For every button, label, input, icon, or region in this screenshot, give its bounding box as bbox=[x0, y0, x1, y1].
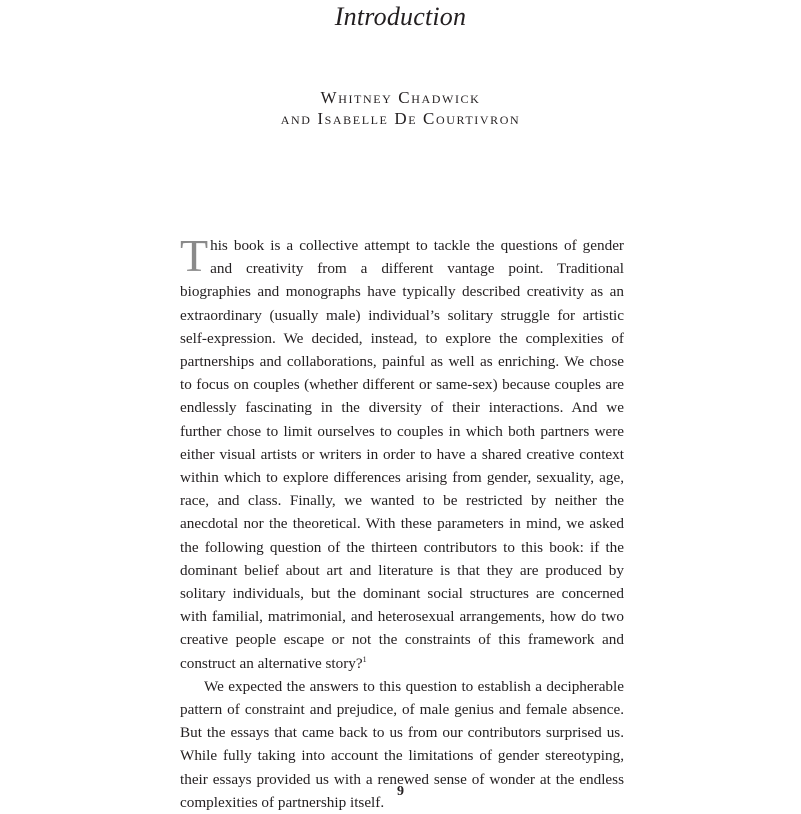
chapter-title: Introduction bbox=[334, 2, 467, 31]
author-line-1: Whitney Chadwick bbox=[320, 88, 481, 107]
drop-cap: T bbox=[180, 230, 209, 281]
paragraph-1-text: his book is a collective attempt to tackle the questions of gender and creativity from a different vantage point. Traditional biographies and monographs have typically described creativity as an extraordinary (usually male) individual’s solitary struggle for artistic self-expression. We decided, instead, to explore the complexities of partnerships and collaborations, painful as well as enriching. We chose to focus on couples (whether different or same-sex) because couples are endlessly fascinating in the diversity of their interactions. And we further chose to limit ourselves to couples in which both partners were either visual artists or writers in order to have a shared creative context within which to explore differences arising from gender, sexuality, age, race, and class. Finally, we wanted to be restricted by neither the anecdotal nor the theoretical. With these parameters in mind, we asked the following question of the thirteen contributors to this book: if the dominant belief about art and literature is that they are produced by solitary individuals, but the dominant social structures are concerned with familial, matrimonial, and heterosexual arrangements, how do two creative people escape or not the constraints of this framework and construct an alternative story? bbox=[180, 237, 624, 672]
footnote-marker[interactable]: 1 bbox=[362, 654, 367, 664]
page-number: 9 bbox=[397, 784, 404, 799]
paragraph-1 bbox=[180, 230, 624, 675]
chapter-body bbox=[180, 230, 624, 814]
chapter-authors bbox=[0, 87, 801, 129]
author-line-2: and Isabelle De Courtivron bbox=[280, 109, 521, 128]
paragraph-2: We expected the answers to this question to establish a decipherable pattern of constraint and prejudice, of male genius and female absence. But the essays that came back to us from our contributors surprised us. While fully taking into account the limitations of gender stereotyping, their essays provided us with a renewed sense of wonder at the endless complexities of partnership itself. bbox=[180, 677, 624, 811]
